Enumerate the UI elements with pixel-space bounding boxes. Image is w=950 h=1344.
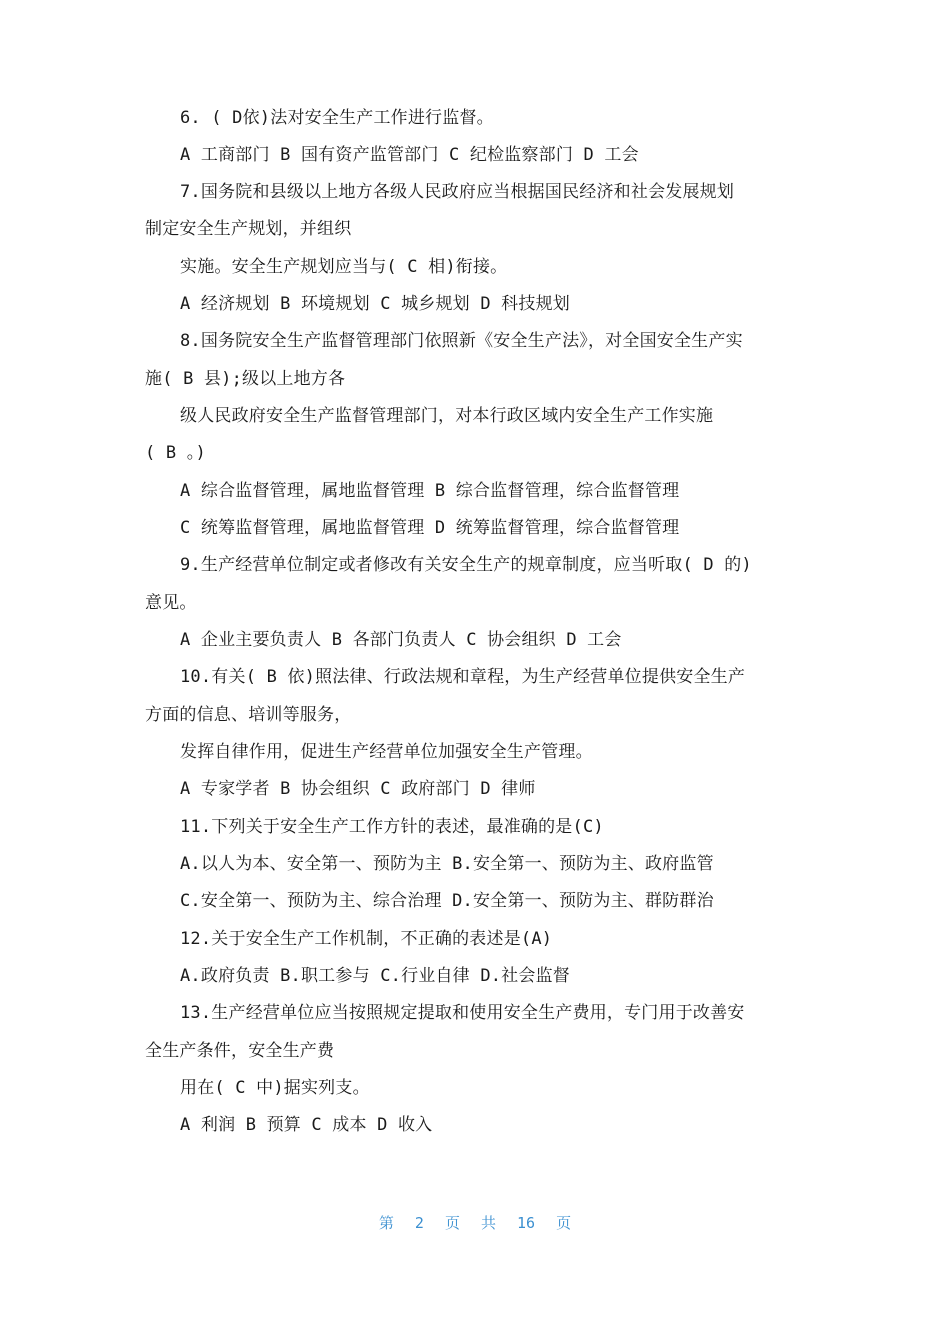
question-8-options-line1: A 综合监督管理，属地监督管理 B 综合监督管理，综合监督管理	[180, 481, 680, 501]
question-13-stem-line2: 全生产条件，安全生产费	[145, 1041, 335, 1061]
question-7-options: A 经济规划 B 环境规划 C 城乡规划 D 科技规划	[180, 294, 570, 314]
page-number-footer: 第 2 页 共 16 页	[378, 1214, 572, 1232]
question-7-stem-line3: 实施。安全生产规划应当与( C 相)衔接。	[180, 257, 508, 277]
question-6-stem: 6. ( D依)法对安全生产工作进行监督。	[180, 108, 494, 128]
question-6-options: A 工商部门 B 国有资产监管部门 C 纪检监察部门 D 工会	[180, 145, 639, 165]
question-12-stem: 12.关于安全生产工作机制，不正确的表述是(A)	[180, 929, 553, 949]
question-13-stem-line3: 用在( C 中)据实列支。	[180, 1078, 370, 1098]
question-8-options-line2: C 统筹监督管理，属地监督管理 D 统筹监督管理，综合监督管理	[180, 518, 680, 538]
question-8-stem-line1: 8.国务院安全生产监督管理部门依照新《安全生产法》，对全国安全生产实	[180, 331, 743, 351]
question-11-options-line2: C.安全第一、预防为主、综合治理 D.安全第一、预防为主、群防群治	[180, 891, 714, 911]
question-8-stem-line2: 施( B 县);级以上地方各	[145, 369, 346, 389]
question-10-options: A 专家学者 B 协会组织 C 政府部门 D 律师	[180, 779, 536, 799]
question-10-stem-line3: 发挥自律作用，促进生产经营单位加强安全生产管理。	[180, 742, 593, 762]
question-10-stem-line1: 10.有关( B 依)照法律、行政法规和章程，为生产经营单位提供安全生产	[180, 667, 746, 687]
question-8-stem-line3: 级人民政府安全生产监督管理部门，对本行政区域内安全生产工作实施	[180, 406, 714, 426]
question-13-options: A 利润 B 预算 C 成本 D 收入	[180, 1115, 433, 1135]
question-13-stem-line1: 13.生产经营单位应当按照规定提取和使用安全生产费用，专门用于改善安	[180, 1003, 745, 1023]
question-12-options: A.政府负责 B.职工参与 C.行业自律 D.社会监督	[180, 966, 570, 986]
question-11-stem: 11.下列关于安全生产工作方针的表述，最准确的是(C)	[180, 817, 604, 837]
question-9-stem-line2: 意见。	[145, 593, 197, 613]
question-7-stem-line2: 制定安全生产规划，并组织	[145, 219, 352, 239]
question-7-stem-line1: 7.国务院和县级以上地方各级人民政府应当根据国民经济和社会发展规划	[180, 182, 735, 202]
question-11-options-line1: A.以人为本、安全第一、预防为主 B.安全第一、预防为主、政府监管	[180, 854, 714, 874]
question-8-stem-line4: ( B 。)	[145, 443, 206, 463]
question-10-stem-line2: 方面的信息、培训等服务，	[145, 705, 352, 725]
question-9-options: A 企业主要负责人 B 各部门负责人 C 协会组织 D 工会	[180, 630, 622, 650]
question-9-stem-line1: 9.生产经营单位制定或者修改有关安全生产的规章制度，应当听取( D 的)	[180, 555, 752, 575]
